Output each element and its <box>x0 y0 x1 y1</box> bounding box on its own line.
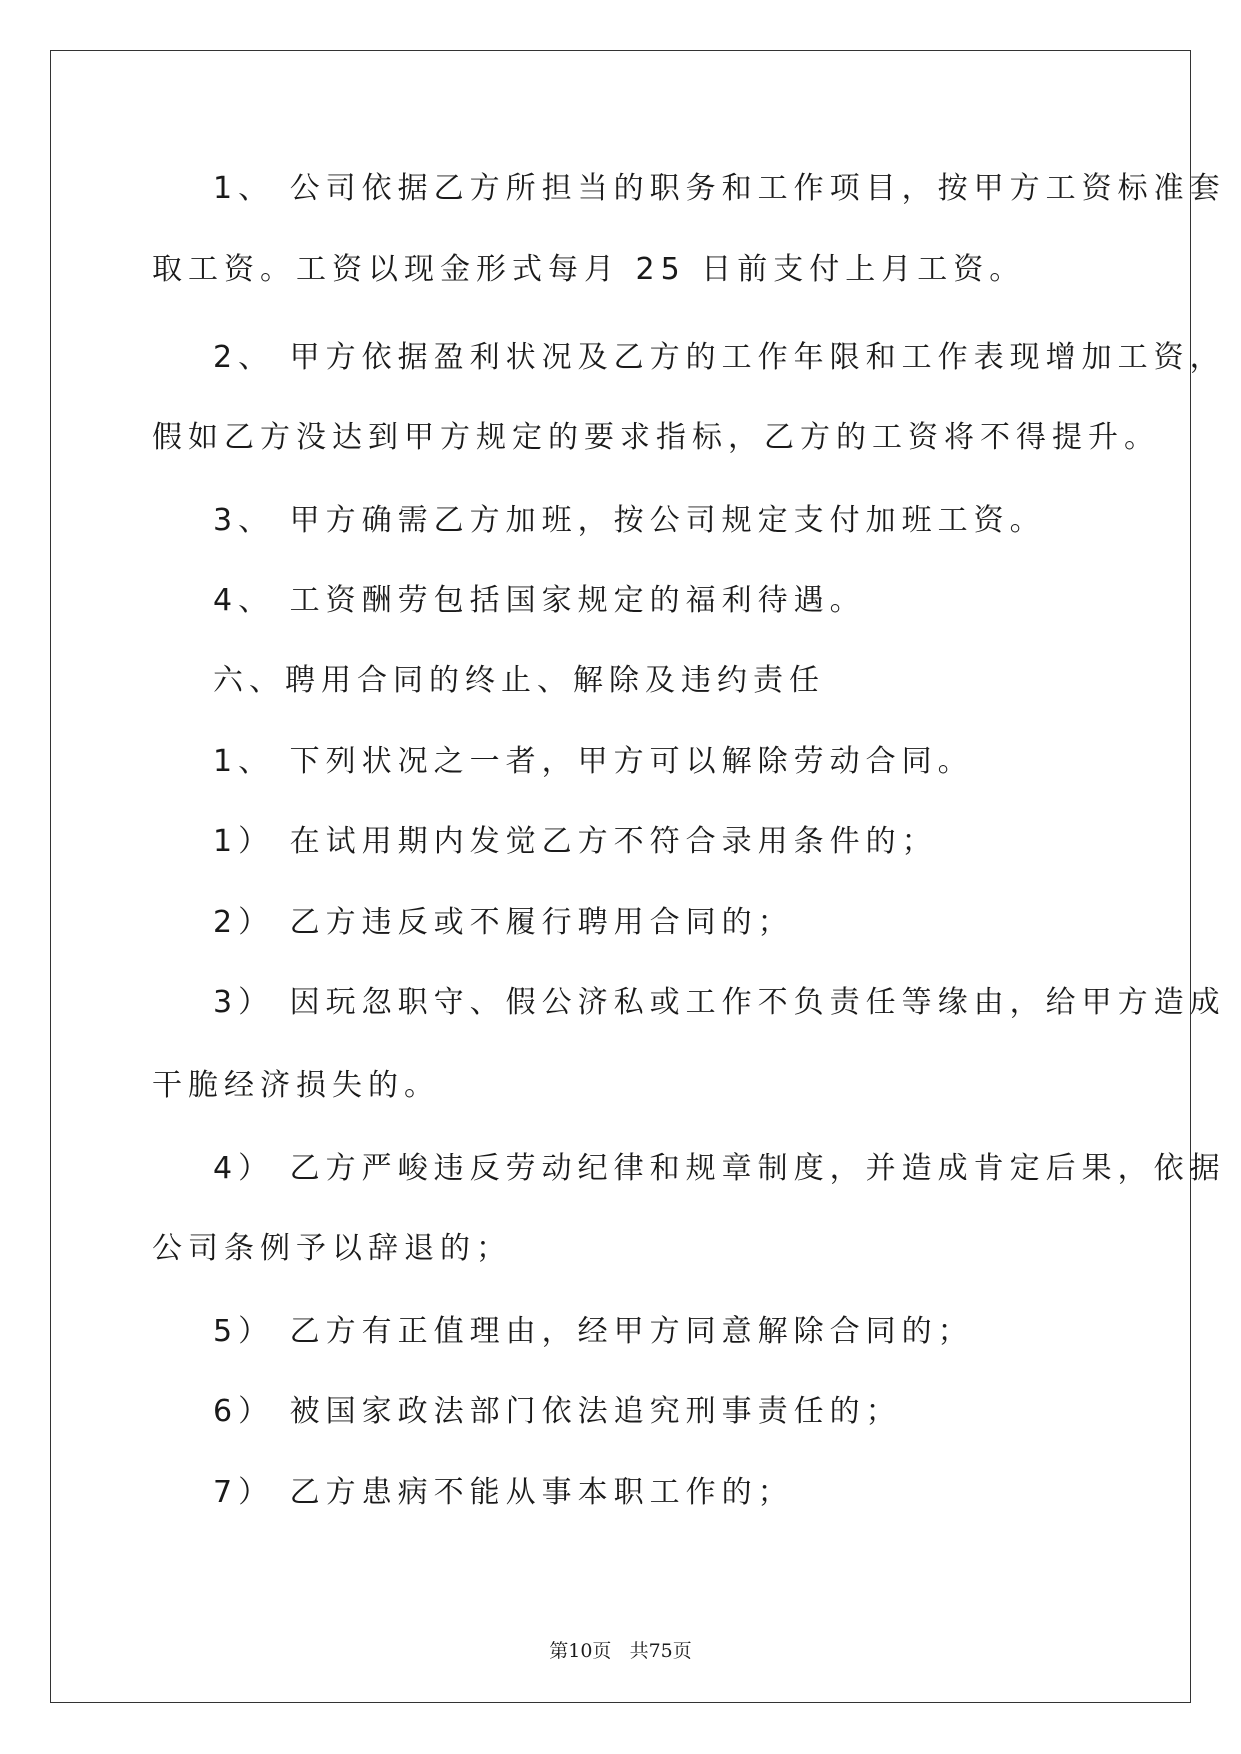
paragraph-line: 1） 在试用期内发觉乙方不符合录用条件的； <box>213 824 938 859</box>
page-border <box>50 50 1191 1703</box>
page-number: 第10页 <box>549 1640 612 1662</box>
section-heading: 六、聘用合同的终止、解除及违约责任 <box>213 663 825 698</box>
paragraph-line: 假如乙方没达到甲方规定的要求指标，乙方的工资将不得提升。 <box>152 420 1160 455</box>
paragraph-line: 公司条例予以辞退的； <box>152 1231 512 1266</box>
paragraph-line: 取工资。工资以现金形式每月 25 日前支付上月工资。 <box>152 252 1026 287</box>
paragraph-line: 1、 公司依据乙方所担当的职务和工作项目，按甲方工资标准套 <box>213 171 1226 206</box>
paragraph-line: 干脆经济损失的。 <box>152 1068 440 1103</box>
footer-spacer <box>611 1640 629 1662</box>
paragraph-line: 3） 因玩忽职守、假公济私或工作不负责任等缘由，给甲方造成 <box>213 985 1226 1020</box>
paragraph-line: 2、 甲方依据盈利状况及乙方的工作年限和工作表现增加工资， <box>213 340 1226 375</box>
paragraph-line: 4） 乙方严峻违反劳动纪律和规章制度，并造成肯定后果，依据 <box>213 1151 1226 1186</box>
paragraph-line: 1、 下列状况之一者，甲方可以解除劳动合同。 <box>213 744 974 779</box>
page-total: 共75页 <box>629 1640 692 1662</box>
paragraph-line: 6） 被国家政法部门依法追究刑事责任的； <box>213 1394 902 1429</box>
paragraph-line: 7） 乙方患病不能从事本职工作的； <box>213 1475 794 1510</box>
paragraph-line: 2） 乙方违反或不履行聘用合同的； <box>213 905 794 940</box>
paragraph-line: 5） 乙方有正值理由，经甲方同意解除合同的； <box>213 1314 974 1349</box>
paragraph-line: 3、 甲方确需乙方加班，按公司规定支付加班工资。 <box>213 503 1046 538</box>
paragraph-line: 4、 工资酬劳包括国家规定的福利待遇。 <box>213 583 866 618</box>
page-footer <box>0 1636 1241 1663</box>
